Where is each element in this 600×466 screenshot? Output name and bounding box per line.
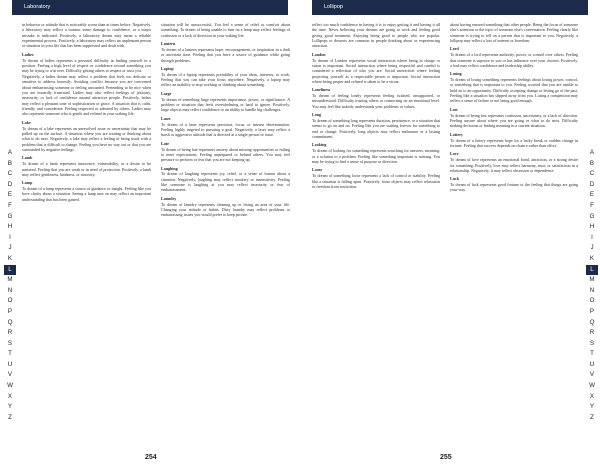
left-columns xyxy=(22,22,290,444)
alphabet-letter-v: V xyxy=(589,371,595,379)
entry-heading: Lamb xyxy=(22,155,33,161)
alphabet-letter-v: V xyxy=(7,371,13,379)
entry-paragraph: To dream of laundry represents cleaning up or fixing an area of your life. Changing your attitude or habits. Dirty laundry may reflect problems or embarrassing issues you would prefer to keep private. xyxy=(161,201,290,218)
entry-paragraph: To dream of a laptop represents portability of your ideas, interests, or work. Feeling that you can take your focus anywhere. Negatively, a laptop may reflect an inability to stop working or thinking about something. xyxy=(161,71,290,88)
entry-heading: Laptop xyxy=(161,65,174,71)
left-alphabet-index xyxy=(4,148,16,423)
entry-paragraph: To dream of losing something represents feelings about losing power, control, or something that is important to you. Feeling worried that you are unable to hold on to an opportunity. Difficulty accepting change or letting go of the past. Feeling like a situation has slipped away from you. Losing a competition may reflect a sense of failure or not being good enough. xyxy=(450,77,578,104)
alphabet-letter-r: R xyxy=(7,329,13,337)
entry-heading: Ladies xyxy=(22,51,34,57)
entry-heading: Laundry xyxy=(161,195,177,201)
alphabet-letter-g: G xyxy=(589,212,595,220)
alphabet-letter-l: L xyxy=(4,265,16,276)
alphabet-letter-d: D xyxy=(7,180,13,188)
alphabet-letter-n: N xyxy=(7,286,13,294)
entry-paragraph: To dream of looking for something represents searching for answers, meaning, or a solution to a problem. Feeling like something important is missing. You may be trying to find a sense of purpose or direction. xyxy=(312,148,440,164)
alphabet-letter-q: Q xyxy=(589,318,595,326)
alphabet-letter-p: P xyxy=(589,307,595,315)
alphabet-letter-s: S xyxy=(7,339,13,347)
alphabet-letter-e: E xyxy=(7,191,13,199)
entry-heading: Love xyxy=(450,151,459,157)
entry-heading: London xyxy=(312,51,326,57)
entry-paragraph: To dream of something loose represents a lack of control or stability. Feeling like a situation is falling apart. Positively, loose objects may reflect relaxation or freedom from restriction. xyxy=(312,173,440,189)
left-page-number: 254 xyxy=(145,454,157,461)
entry-heading: Lamp xyxy=(22,180,33,186)
entry-paragraph: To dream of ladies represents a personal difficulty in finding yourself in a position. Feeling a high level of respect or confidence toward something you may be trying to win over. Difficulty getting others to respect or trust you. xyxy=(22,57,151,74)
entry-paragraph: To dream of being late represents anxiety about missing opportunities or failing to meet expectations. Feeling unprepared or behind others. You may feel pressure to perform or fear that you are not keeping up. xyxy=(161,146,290,163)
entry-paragraph: in behavior or attitude that is noticeably worse than at times before. Negatively, a laboratory may reflect a trauma, some damage to confidence, or a major mistake is indicated. Positively, a laboratory dream may mean a reliable experimental process. Positively, a laboratory may reflect an unpleasant person or situation in your life that has been suppressed and dealt with. xyxy=(22,22,151,49)
entry-heading: Losing xyxy=(450,71,462,77)
left-column-2 xyxy=(161,22,290,444)
alphabet-letter-i: I xyxy=(9,233,11,241)
alphabet-letter-a: A xyxy=(589,149,595,156)
entry-paragraph: To dream of love represents an emotional bond, attraction, or a strong desire for something. Positively, love may reflect harmony, trust, or satisfaction in a relationship. Negatively, it may reflect obsession or dependence. xyxy=(450,157,578,173)
left-column-1 xyxy=(22,22,151,444)
alphabet-letter-p: P xyxy=(7,307,13,315)
alphabet-letter-b: B xyxy=(589,159,595,167)
entry-paragraph: reflect too much confidence in having it is to enjoy getting it and having it all the time. Never believing your dreams are going to work and feeling good giving good treatment. Enjoying being good to people who are popular. Lollipops or desserts are common in people thinking about or experiencing attraction. xyxy=(312,22,440,49)
entry-heading: Loose xyxy=(312,167,323,173)
entry-heading: Lord xyxy=(450,46,459,52)
alphabet-letter-g: G xyxy=(7,212,13,220)
entry-paragraph: To dream of a lake represents an unresolved issue or uncertainty that may be pulled up on the surface. A situation where you are waiting or thinking about what to do next. Negatively, a lake may reflect a feeling of being stuck with a problem that is difficult to change. Feeling you have no way out or that you are surrounded by negative feelings. xyxy=(22,125,151,152)
alphabet-letter-l: L xyxy=(586,265,598,276)
alphabet-letter-w: W xyxy=(7,382,13,390)
alphabet-letter-o: O xyxy=(7,297,13,305)
entry-heading: Loneliness xyxy=(312,87,331,93)
entry-paragraph: To dream of a lantern represents hope, encouragement, or inspiration in a dark or uncertain time. Feeling that you have a source of guidance while going through problems. xyxy=(161,46,290,63)
entry-paragraph: To dream of something long represents duration, persistence, or a situation that seems to go on and on. Feeling like you are waiting forever for something to end or change. Positively, long objects may reflect endurance or a lasting commitment. xyxy=(312,118,440,140)
entry-heading: Laser xyxy=(161,115,171,121)
alphabet-letter-h: H xyxy=(589,223,595,231)
entry-paragraph: To dream of something large represents importance, power, or significance. A problem or situation that feels overwhelming or hard to ignore. Positively, large objects may reflect confidence or an ability to handle big challenges. xyxy=(161,96,290,113)
alphabet-letter-o: O xyxy=(589,297,595,305)
entry-heading: Lantern xyxy=(161,40,176,46)
alphabet-letter-y: Y xyxy=(7,403,13,411)
entry-heading: Late xyxy=(161,140,169,146)
entry-heading: Luck xyxy=(450,176,459,182)
entry-paragraph: To dream of laughing represents joy, relief, or a sense of humor about a situation. Negatively, laughing may reflect mockery or insensitivity. Feeling like someone is laughing at you may reflect insecurity or fear of embarrassment. xyxy=(161,171,290,193)
entry-heading: Large xyxy=(161,90,172,96)
entry-paragraph: situation will be unsuccessful. You feel a sense of relief or comfort about something. To dream of being unable to turn on a lamp may reflect feelings of confusion or a lack of direction in your waking life. xyxy=(161,22,290,38)
alphabet-letter-h: H xyxy=(7,223,13,231)
entry-paragraph: To dream of luck represents good fortune or the feeling that things are going your way. xyxy=(450,182,578,193)
alphabet-letter-a: A xyxy=(7,149,13,156)
alphabet-letter-z: Z xyxy=(590,413,594,421)
right-page-header xyxy=(312,0,588,15)
entry-heading: Lost xyxy=(450,106,458,112)
entry-paragraph: To dream of a laser represents precision, focus, or intense determination. Feeling highly targeted in pursuing a goal. Negatively, a laser may reflect a harsh or aggressive attitude that is directed at a single person or issue. xyxy=(161,121,290,138)
alphabet-letter-e: E xyxy=(589,191,595,199)
entry-heading: Laughing xyxy=(161,165,178,171)
right-page-number: 255 xyxy=(440,454,452,461)
entry-heading: Lake xyxy=(22,119,31,125)
entry-paragraph: To dream of a lamb represents innocence, vulnerability, or a desire to be nurtured. Feeling that you are weak or in need of protection. Positively, a lamb may reflect gentleness, kindness, or sincerity. xyxy=(22,161,151,177)
entry-heading: Lottery xyxy=(450,131,464,137)
alphabet-letter-k: K xyxy=(7,254,13,262)
entry-paragraph: To dream of a lottery represents hope for a lucky break or sudden change in fortune. Feeling that success depends on chance rather than effort. xyxy=(450,137,578,148)
right-alphabet-index xyxy=(586,148,598,423)
entry-paragraph: To dream of London represents social interaction where being in charge or status is important. Social interaction where being respectful and careful is considered a reflection of who you are. Social interaction where feeling projecting yourself as a respectable person is important. Social interaction where being proper and refined is taken to be a virtue. xyxy=(312,57,440,84)
entry-paragraph: To dream of a lamp represents a source of guidance or insight. Feeling like you have clarity about a situation. Seeing a lamp turn on may reflect an important understanding that has been gained. xyxy=(22,186,151,202)
left-page-header xyxy=(12,0,288,15)
alphabet-letter-j: J xyxy=(590,244,594,252)
entry-paragraph: about having ensured something that other people. Being the focus of someone else's attention or the topic of someone else's conversation. Feeling clearly like someone is trying to tell on a person that is important to you. Negatively, a lollipop may reflect a loss of interest or boredom. xyxy=(450,22,578,43)
entry-heading: Long xyxy=(312,112,321,118)
alphabet-letter-r: R xyxy=(589,329,595,337)
alphabet-letter-w: W xyxy=(589,382,595,390)
alphabet-letter-m: M xyxy=(7,276,13,284)
alphabet-letter-c: C xyxy=(7,170,13,178)
alphabet-letter-t: T xyxy=(8,350,12,358)
alphabet-letter-j: J xyxy=(8,244,12,252)
alphabet-letter-z: Z xyxy=(8,413,12,421)
entry-paragraph: To dream of feeling lonely represents feeling isolated, unsupported, or misunderstood. Difficulty trusting others or connecting on an emotional level. You may feel like nobody understands your problems or values. xyxy=(312,93,440,109)
alphabet-letter-b: B xyxy=(7,159,13,167)
entry-paragraph: To dream of being lost represents confusion, uncertainty, or a lack of direction. Feeling unsure about where you are going or what to do next. Difficulty making decisions or finding meaning in a current situation. xyxy=(450,112,578,129)
alphabet-letter-c: C xyxy=(589,170,595,178)
alphabet-letter-n: N xyxy=(589,286,595,294)
alphabet-letter-t: T xyxy=(590,350,594,358)
right-column-2 xyxy=(450,22,578,444)
alphabet-letter-m: M xyxy=(589,276,595,284)
right-page xyxy=(300,0,600,466)
alphabet-letter-u: U xyxy=(589,360,595,368)
alphabet-letter-s: S xyxy=(589,339,595,347)
entry-paragraph: Negatively, a ladies dream may reflect a problem that feels too delicate or sensitive to address honestly. Avoiding conflict because you are concerned about embarrassing someone or feeling unwanted. Pretending to be nice when you are inwardly frustrated. Ladies may also reflect feelings of jealousy, insecurity, or lack of confidence around attractive people. Positively, ladies may reflect a pleasant tone of sophistication or grace. A situation that is calm, friendly, and considerate. Feeling respected or admired by others. Ladies may also represent someone who is gentle and refined in your waking life. xyxy=(22,74,151,117)
alphabet-letter-f: F xyxy=(590,201,594,209)
alphabet-letter-x: X xyxy=(589,392,595,400)
right-header-title: Lollipop xyxy=(324,4,343,10)
alphabet-letter-q: Q xyxy=(7,318,13,326)
right-columns xyxy=(312,22,578,444)
entry-heading: Looking xyxy=(312,142,327,148)
left-header-title: Laboratory xyxy=(24,4,51,10)
alphabet-letter-i: I xyxy=(591,233,593,241)
alphabet-letter-y: Y xyxy=(589,403,595,411)
alphabet-letter-f: F xyxy=(8,201,12,209)
alphabet-letter-u: U xyxy=(7,360,13,368)
right-column-1 xyxy=(312,22,440,444)
alphabet-letter-d: D xyxy=(589,180,595,188)
entry-paragraph: To dream of a lord represents authority, power, or control over others. Feeling that someone is superior to you or has influence over your choices. Positively, a lord may reflect confidence and leadership ability. xyxy=(450,52,578,68)
alphabet-letter-k: K xyxy=(589,254,595,262)
alphabet-letter-x: X xyxy=(7,392,13,400)
